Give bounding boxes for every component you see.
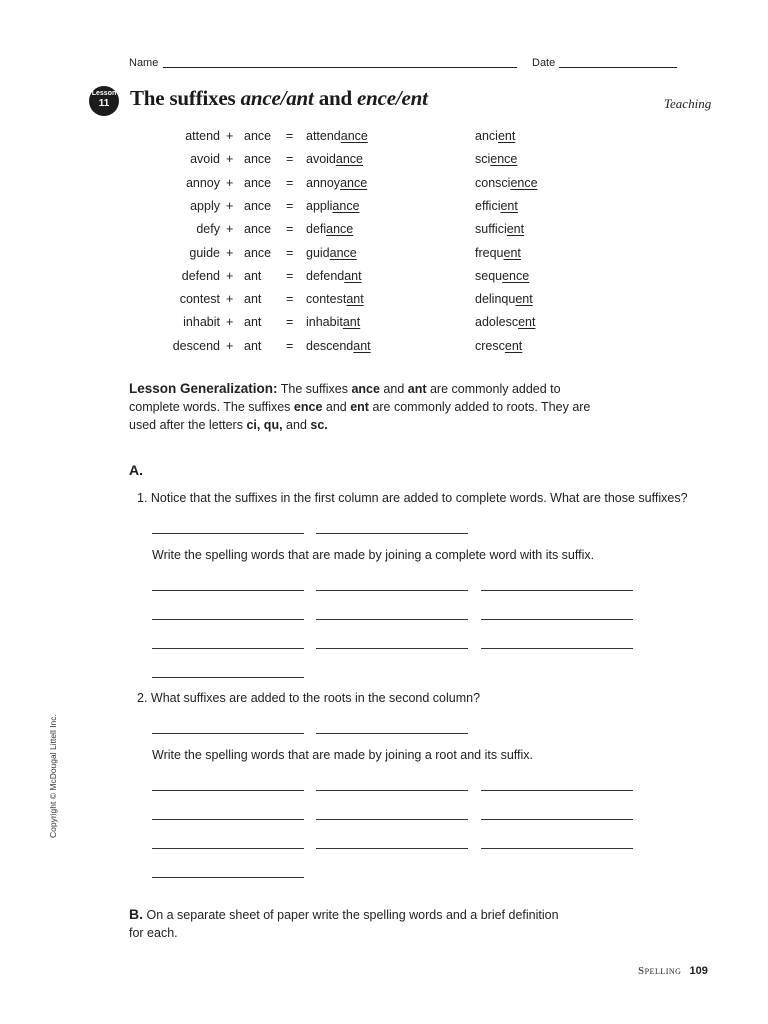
title-slash: /	[280, 86, 287, 110]
root-word	[475, 315, 535, 329]
question-2: 2. What suffixes are added to the roots in the second column?	[137, 691, 481, 705]
lesson-badge	[89, 86, 119, 116]
plus-sign: +	[226, 246, 234, 260]
result-word	[306, 199, 360, 213]
generalization-bold: ci, qu,	[246, 418, 283, 432]
plus-sign: +	[226, 222, 234, 236]
plus-sign: +	[226, 176, 234, 190]
plus-sign: +	[226, 199, 234, 213]
base-word: contest	[179, 292, 220, 306]
answer-line[interactable]	[481, 790, 633, 791]
root-suffix: ence	[510, 176, 538, 190]
answer-line[interactable]	[316, 733, 468, 734]
equals-sign: =	[286, 129, 294, 143]
root-word	[475, 152, 517, 166]
title-suffix-ent: ent	[401, 86, 428, 110]
page-footer	[638, 965, 708, 977]
equals-sign: =	[286, 246, 294, 260]
base-word: guide	[189, 246, 220, 260]
generalization-text: and	[282, 418, 311, 432]
root-stem: sci	[475, 152, 491, 166]
root-suffix: ence	[490, 152, 518, 166]
answer-line[interactable]	[152, 790, 304, 791]
suffix: ant	[244, 339, 262, 353]
result-suffix: ance	[329, 246, 357, 260]
title-and: and	[313, 86, 358, 110]
title-suffix-ant: ant	[286, 86, 314, 110]
section-a-label: A.	[129, 462, 143, 478]
result-suffix: ant	[346, 292, 364, 306]
root-suffix: ent	[497, 129, 516, 143]
title-text: The suffixes	[130, 86, 241, 110]
answer-line[interactable]	[481, 590, 633, 591]
root-stem: anci	[475, 129, 498, 143]
result-stem: attend	[306, 129, 341, 143]
answer-line[interactable]	[316, 590, 468, 591]
suffix: ance	[244, 176, 272, 190]
result-suffix: ance	[326, 222, 354, 236]
result-stem: avoid	[306, 152, 336, 166]
generalization-text: are commonly added to roots. They are used after the letters	[129, 400, 591, 432]
answer-line[interactable]	[316, 790, 468, 791]
generalization-bold: ance	[351, 382, 380, 396]
date-label: Date	[532, 57, 556, 69]
suffix: ant	[244, 315, 262, 329]
root-stem: sequ	[475, 269, 503, 283]
page-number: 109	[689, 965, 708, 977]
page-title	[130, 86, 428, 111]
title-suffix-ance: ance	[240, 86, 281, 110]
suffix: ance	[244, 199, 272, 213]
section-b-label: B.	[129, 906, 143, 922]
equals-sign: =	[286, 176, 294, 190]
copyright-text: Copyright © McDougal Littell Inc.	[48, 714, 58, 838]
answer-line[interactable]	[316, 533, 468, 534]
result-word	[306, 269, 362, 283]
suffix: ant	[244, 269, 262, 283]
result-suffix: ance	[340, 176, 368, 190]
base-word: apply	[190, 199, 220, 213]
answer-line[interactable]	[152, 590, 304, 591]
suffix: ance	[244, 129, 272, 143]
base-word: defy	[196, 222, 220, 236]
generalization-text: and	[322, 400, 351, 414]
root-word	[475, 339, 522, 353]
answer-line[interactable]	[481, 619, 633, 620]
result-suffix: ance	[332, 199, 360, 213]
root-stem: consci	[475, 176, 511, 190]
result-word	[306, 339, 371, 353]
answer-line[interactable]	[152, 677, 304, 678]
result-stem: appli	[306, 199, 333, 213]
lesson-generalization	[129, 380, 599, 434]
plus-sign: +	[226, 292, 234, 306]
root-stem: effici	[475, 199, 501, 213]
generalization-text: The suffixes	[277, 382, 352, 396]
title-suffix-ence: ence	[357, 86, 396, 110]
title-slash: /	[395, 86, 402, 110]
generalization-bold: sc.	[310, 418, 328, 432]
plus-sign: +	[226, 129, 234, 143]
name-field[interactable]	[163, 67, 517, 68]
root-suffix: ent	[504, 339, 523, 353]
suffix: ance	[244, 222, 272, 236]
answer-line[interactable]	[316, 619, 468, 620]
lesson-badge-number: 11	[98, 98, 110, 109]
answer-line[interactable]	[152, 819, 304, 820]
root-stem: suffici	[475, 222, 507, 236]
result-suffix: ant	[342, 315, 361, 329]
equals-sign: =	[286, 152, 294, 166]
generalization-text: and	[379, 382, 408, 396]
question-2-instruction: Write the spelling words that are made by joining a root and its suffix.	[152, 748, 533, 762]
result-suffix: ance	[335, 152, 363, 166]
result-suffix: ant	[344, 269, 362, 283]
root-word	[475, 176, 538, 190]
root-word	[475, 246, 521, 260]
result-stem: inhabit	[306, 315, 343, 329]
result-word	[306, 292, 364, 306]
lesson-tag: Teaching	[664, 96, 712, 111]
suffix: ance	[244, 246, 272, 260]
root-suffix: ent	[515, 292, 533, 306]
answer-line[interactable]	[152, 877, 304, 878]
name-label: Name	[129, 57, 159, 69]
result-word	[306, 246, 357, 260]
date-field[interactable]	[559, 67, 677, 68]
result-stem: defend	[306, 269, 345, 283]
plus-sign: +	[226, 269, 234, 283]
equals-sign: =	[286, 199, 294, 213]
result-word	[306, 315, 360, 329]
answer-line[interactable]	[152, 648, 304, 649]
suffix: ance	[244, 152, 272, 166]
result-suffix: ance	[340, 129, 368, 143]
plus-sign: +	[226, 152, 234, 166]
answer-line[interactable]	[152, 733, 304, 734]
suffix: ant	[244, 292, 262, 306]
root-suffix: ent	[500, 199, 518, 213]
answer-line[interactable]	[152, 619, 304, 620]
base-word: inhabit	[183, 315, 220, 329]
root-stem: cresc	[475, 339, 505, 353]
root-word	[475, 222, 524, 236]
base-word: descend	[172, 339, 220, 353]
footer-subject: Spelling	[638, 965, 682, 977]
equals-sign: =	[286, 339, 294, 353]
generalization-heading: Lesson Generalization:	[129, 381, 278, 396]
equals-sign: =	[286, 292, 294, 306]
root-word	[475, 292, 533, 306]
generalization-bold: ant	[407, 382, 427, 396]
result-suffix: ant	[353, 339, 371, 353]
root-suffix: ent	[506, 222, 525, 236]
result-stem: contest	[306, 292, 347, 306]
answer-line[interactable]	[316, 648, 468, 649]
section-b-text: On a separate sheet of paper write the spelling words and a brief definition for each.	[129, 908, 559, 940]
root-word	[475, 269, 529, 283]
question-1-instruction: Write the spelling words that are made by joining a complete word with its suffix.	[152, 548, 595, 562]
result-stem: defi	[306, 222, 327, 236]
equals-sign: =	[286, 222, 294, 236]
generalization-bold: ence	[293, 400, 323, 414]
base-word: defend	[181, 269, 220, 283]
result-word	[306, 176, 367, 190]
answer-line[interactable]	[316, 848, 468, 849]
result-stem: guid	[306, 246, 330, 260]
equals-sign: =	[286, 315, 294, 329]
root-word	[475, 199, 518, 213]
result-stem: annoy	[306, 176, 341, 190]
answer-line[interactable]	[481, 819, 633, 820]
question-1: 1. Notice that the suffixes in the first column are added to complete words. What are those suffixes?	[137, 491, 688, 505]
base-word: annoy	[185, 176, 220, 190]
root-stem: adolesc	[475, 315, 519, 329]
root-stem: delinqu	[475, 292, 516, 306]
root-suffix: ent	[518, 315, 536, 329]
equals-sign: =	[286, 269, 294, 283]
result-stem: descend	[306, 339, 354, 353]
section-b	[129, 905, 569, 942]
generalization-text: are commonly added to complete words. The suffixes	[129, 382, 561, 414]
generalization-bold: ent	[350, 400, 369, 414]
root-stem: frequ	[475, 246, 504, 260]
base-word: attend	[185, 129, 220, 143]
result-word	[306, 152, 363, 166]
lesson-badge-word: Lesson	[91, 90, 117, 97]
plus-sign: +	[226, 339, 234, 353]
answer-line[interactable]	[481, 648, 633, 649]
base-word: avoid	[190, 152, 220, 166]
answer-line[interactable]	[481, 848, 633, 849]
result-word	[306, 222, 353, 236]
result-word	[306, 129, 368, 143]
root-suffix: ent	[503, 246, 521, 260]
answer-line[interactable]	[316, 819, 468, 820]
root-word	[475, 129, 515, 143]
answer-line[interactable]	[152, 533, 304, 534]
answer-line[interactable]	[152, 848, 304, 849]
root-suffix: ence	[502, 269, 530, 283]
plus-sign: +	[226, 315, 234, 329]
